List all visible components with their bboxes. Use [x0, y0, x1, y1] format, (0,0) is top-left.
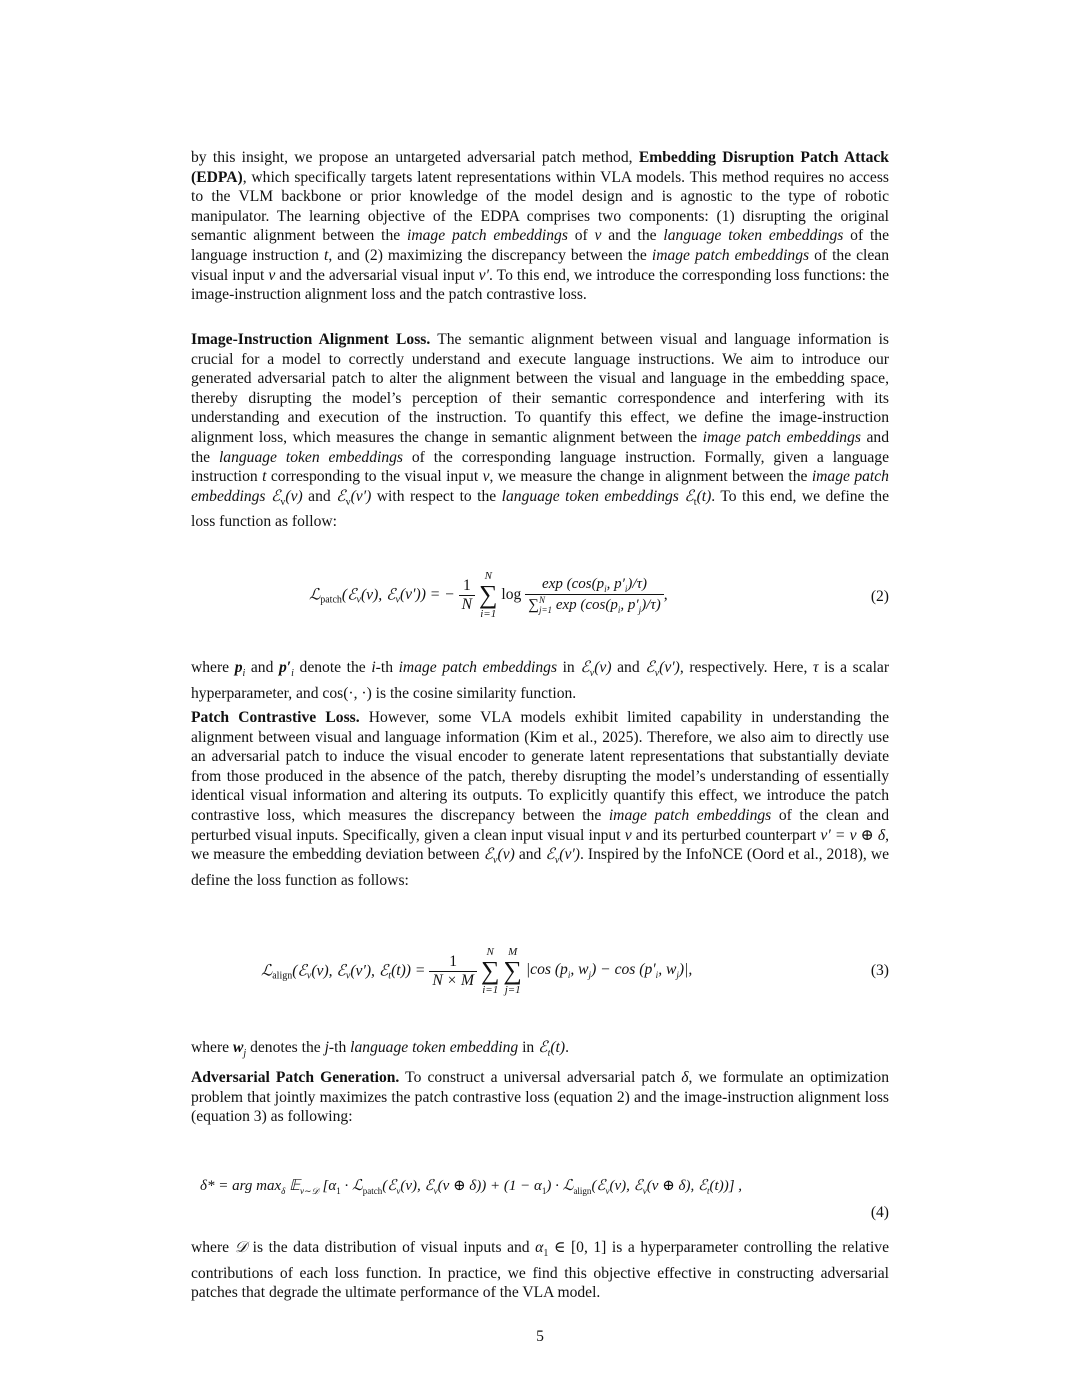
paragraph-intro: by this insight, we propose an untargeted adversarial patch method, Embedding Disruption Patch Attack (EDPA), which specifically targets latent representations within VLA models. This method requires no access to the VLM backbone or prior knowledge of the model design and is agnostic to the type of robotic manipulator. The learning objective of the EDPA comprises two components: (1) disrupting the original semantic alignment between the image patch embeddings of v and the language token embeddings of the language instruction t, and (2) maximizing the discrepancy between the image patch embeddings of the clean visual input v and the adversarial visual input v′. To this end, we introduce the corresponding loss functions: the image-instruction alignment loss and the patch contrastive loss.	[191, 149, 890, 304]
page-number: 5	[536, 1328, 544, 1345]
equation-number: (2)	[870, 588, 889, 605]
paragraph-patch-generation: Adversarial Patch Generation. To construct a universal adversarial patch δ, we formulate an optimization problem that jointly maximizes the patch contrastive loss (equation 2) and the image-instruction alignment loss (equation 3) as following:	[191, 1069, 889, 1126]
paragraph-eq3-explanation: where $w_j$ denotes the j-th language token embedding in ℰ$_t$(t).	[191, 1039, 569, 1060]
paragraph-eq2-explanation: where $p_i$ and $p'_i$ denote the i-th image patch embeddings in ℰ$_v$(v) and ℰ$_v$(v′), respectively. Here, τ is a scalar hyperparameter, and cos(·, ·) is the cosine similarity function.	[191, 659, 890, 702]
paragraph-eq4-explanation: where 𝒟 is the data distribution of visual inputs and $\alpha_1$ ∈ [0, 1] is a hyperparameter controlling the relative contributions of each loss function. In practice, we find this objective effective in constructing adversarial patches that degrade the ultimate performance of the VLA model.	[191, 1239, 889, 1302]
equation-number: (3)	[870, 962, 889, 979]
equation-3: ℒ$_{align}$(ℰ$_v$(v), ℰ$_v$(v′), ℰ$_t$(t)) = $\frac{1}{N \times M}$ N ∑ i=1 M ∑ j=1 |cos ($p_i$, $w_j) - \cos (p'_i$, $w_j)|$, (3)	[261, 946, 889, 996]
equation-2: ℒ$_{patch}$(ℰ$_v$(v), ℰ$_v$(v′)) = − $\frac{1}{N}$ N ∑ i=1 log $\frac{\exp (\cos(p_i, p'_i)/\tau)}{\sum^N_{j=1} \exp (\cos(p_i, p'_j)/\tau)}$ , (2)	[309, 570, 889, 620]
paragraph-alignment-loss: Image-Instruction Alignment Loss. The semantic alignment between visual and language information is crucial for a model to correctly understand and execute language instructions. We aim to introduce our generated adversarial patch to alter the alignment between the visual and language in the embedding space, thereby disrupting the model’s perception of their semantic correspondence and interfering with its understanding and execution of the instruction. To quantify this effect, we define the image-instruction alignment loss, which measures the change in semantic alignment between the image patch embeddings and the language token embeddings of the corresponding language instruction. Formally, given a language instruction t corresponding to the visual input v, we measure the change in alignment between the image patch embeddings ℰ$_v$(v) and ℰ$_v$(v′) with respect to the language token embeddings ℰ$_t$(t). To this end, we define the loss function as follow:	[191, 331, 890, 531]
equation-4: δ* = arg $\max_\delta$ 𝔼$_{v\sim 𝒟}$ [$\alpha_1$ · ℒ$_{patch}$(ℰ$_v$(v), ℰ$_v$(v ⊕ $\delta)) + (1 - \alpha_1)$ · ℒ$_{align}$(ℰ$_v$(v), ℰ$_v$(v ⊕ δ), ℰ$_t$(t))] , (4)	[200, 1178, 889, 1221]
paragraph-contrastive-loss: Patch Contrastive Loss. However, some VLA models exhibit limited capability in understanding the alignment between visual and language information (Kim et al., 2025). Therefore, we also aim to directly use an adversarial patch to induce the visual encoder to generate latent representations that substantially deviate from those produced in the absence of the patch, thereby disrupting the model’s understanding of essentially identical visual information and altering its outputs. To explicitly quantify this effect, we introduce the patch contrastive loss, which measures the discrepancy between the image patch embeddings of the clean and perturbed visual inputs. Specifically, given a clean input visual input v and its perturbed counterpart v′ = v ⊕ δ, we measure the embedding deviation between ℰ$_v$(v) and ℰ$_v$(v′). Inspired by the InfoNCE (Oord et al., 2018), we define the loss function as follows:	[191, 709, 890, 889]
equation-number: (4)	[870, 1204, 889, 1221]
